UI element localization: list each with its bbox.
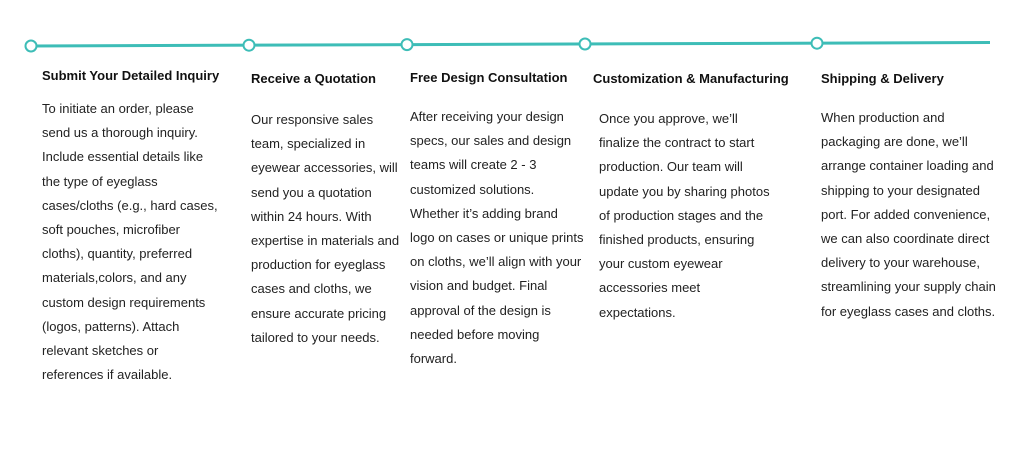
step-receive-quotation [251, 71, 401, 350]
step-description: To initiate an order, please send us a thorough inquiry. Include essential details like the type of eyeglass cases/cloths (e.g., hard cases, soft pouches, microfiber cloths), quantity, preferred materials,colors, and any custom design requirements (logos, patterns). Attach relevant sketches or references if available. [42, 101, 218, 383]
step-shipping-delivery [821, 71, 996, 324]
step-description: When production and packaging are done, we’ll arrange container loading and shipping to your designated port. For added convenience, we can also coordinate direct delivery to your warehouse, streamlining your supply chain for eyeglass cases and cloths. [821, 110, 996, 319]
timeline-node-3 [402, 39, 413, 50]
step-title: Receive a Quotation [251, 71, 376, 86]
timeline-line [31, 43, 990, 47]
step-title: Submit Your Detailed Inquiry [42, 68, 220, 83]
step-submit-inquiry [42, 68, 222, 387]
timeline-node-5 [812, 38, 823, 49]
process-timeline [0, 0, 1024, 60]
timeline-node-4 [580, 39, 591, 50]
timeline-node-2 [244, 40, 255, 51]
step-design-consultation [410, 70, 585, 371]
step-description: Once you approve, we’ll finalize the contract to start production. Our team will update you by sharing photos of production stages and the finished products, ensuring your custom eyewear accessories meet expectations. [599, 111, 770, 320]
step-title: Shipping & Delivery [821, 71, 944, 86]
timeline-node-1 [26, 41, 37, 52]
step-description: Our responsive sales team, specialized in eyewear accessories, will send you a quotation within 24 hours. With expertise in materials and production for eyeglass cases and cloths, we ensure accurate pricing tailored to your needs. [251, 112, 400, 345]
step-title: Customization & Manufacturing [593, 71, 789, 86]
step-description: After receiving your design specs, our sales and design teams will create 2 - 3 customized solutions. Whether it’s adding brand logo on cases or unique prints on cloths, we’ll align with your vision and budget. Final approval of the design is needed before moving forward. [410, 109, 584, 367]
step-customization-manufacturing [593, 71, 808, 325]
step-title: Free Design Consultation [410, 70, 568, 85]
